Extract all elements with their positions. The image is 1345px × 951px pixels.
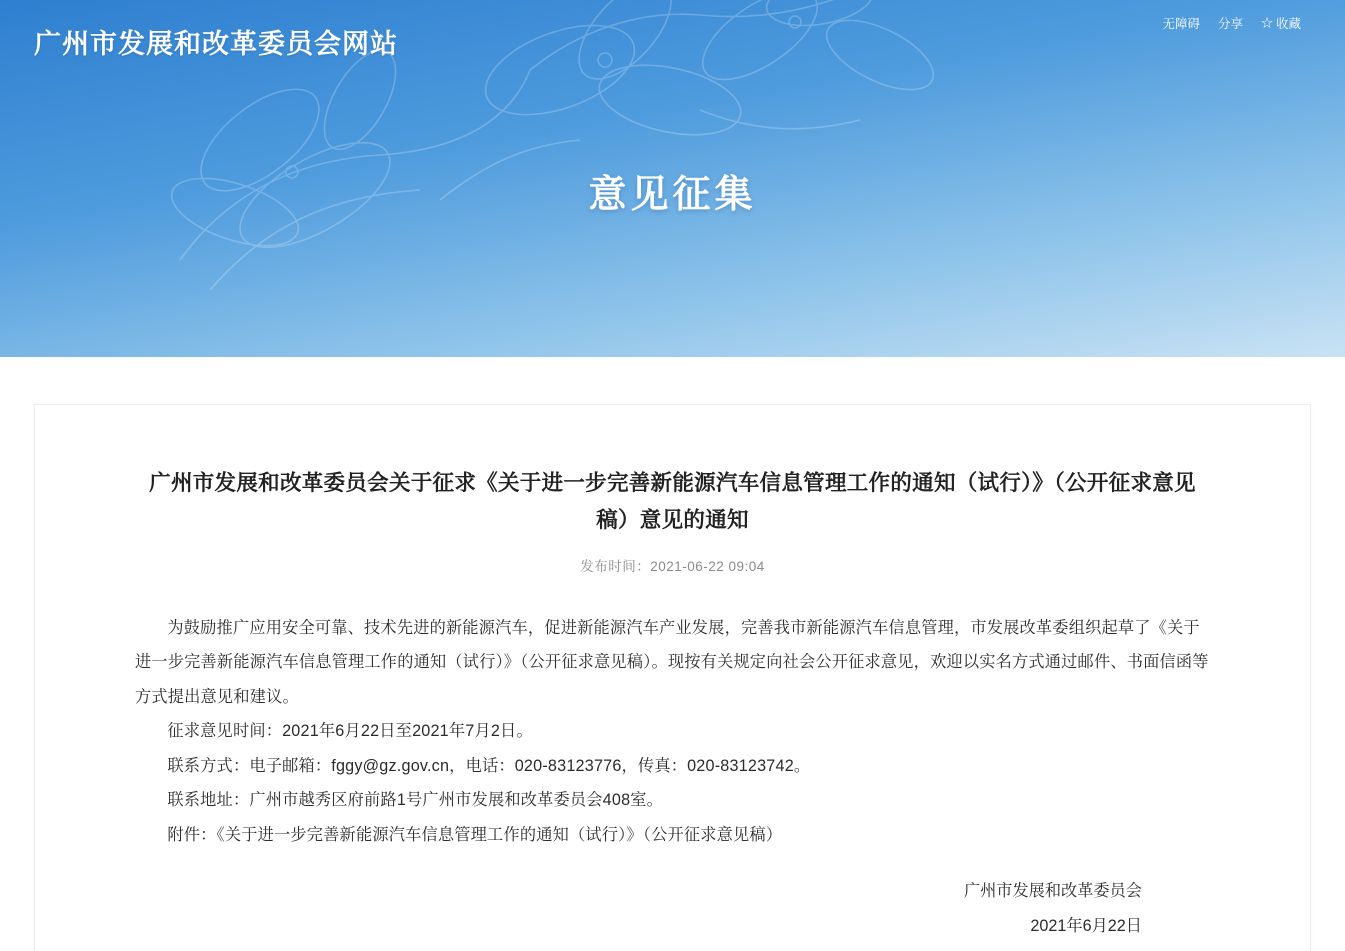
page-body bbox=[0, 357, 1345, 951]
article-paragraph: 联系方式：电子邮箱：fggy@gz.gov.cn，电话：020-83123776，传真：020-83123742。 bbox=[167, 756, 811, 775]
share-link[interactable]: 分享 bbox=[1217, 17, 1243, 31]
accessibility-link[interactable]: 无障碍 bbox=[1162, 17, 1200, 31]
publish-time bbox=[135, 555, 1210, 575]
favorite-label: 收藏 bbox=[1275, 17, 1301, 31]
star-icon: ☆ bbox=[1260, 16, 1273, 30]
article-paragraph: 征求意见时间：2021年6月22日至2021年7月2日。 bbox=[167, 722, 533, 741]
banner-utility-links bbox=[1162, 14, 1301, 32]
signature-organization: 广州市发展和改革委员会 bbox=[963, 882, 1142, 901]
article-paragraph: 联系地址：广州市越秀区府前路1号广州市发展和改革委员会408室。 bbox=[167, 791, 664, 810]
article-card bbox=[34, 404, 1311, 951]
site-banner bbox=[0, 0, 1345, 357]
article-body bbox=[135, 611, 1210, 853]
publish-time-label: 发布时间： bbox=[580, 558, 651, 574]
signature-date: 2021年6月22日 bbox=[1030, 916, 1142, 935]
article-paragraph: 为鼓励推广应用安全可靠、技术先进的新能源汽车，促进新能源汽车产业发展，完善我市新能源汽车信息管理，市发展改革委组织起草了《关于进一步完善新能源汽车信息管理工作的通知（试行）》（公开征求意见稿）。现按有关规定向社会公开征求意见，欢迎以实名方式通过邮件、书面信函等方式提出意见和建议。 bbox=[135, 618, 1209, 706]
site-title: 广州市发展和改革委员会网站 bbox=[34, 29, 398, 59]
page-heading: 意见征集 bbox=[588, 174, 757, 216]
article-signature bbox=[135, 874, 1210, 943]
favorite-link[interactable] bbox=[1261, 14, 1301, 32]
article-title: 广州市发展和改革委员会关于征求《关于进一步完善新能源汽车信息管理工作的通知（试行）》（公开征求意见稿）意见的通知 bbox=[149, 471, 1196, 532]
attachment-line[interactable]: 附件：《关于进一步完善新能源汽车信息管理工作的通知（试行）》（公开征求意见稿） bbox=[167, 825, 783, 844]
publish-time-value: 2021-06-22 09:04 bbox=[650, 558, 765, 574]
